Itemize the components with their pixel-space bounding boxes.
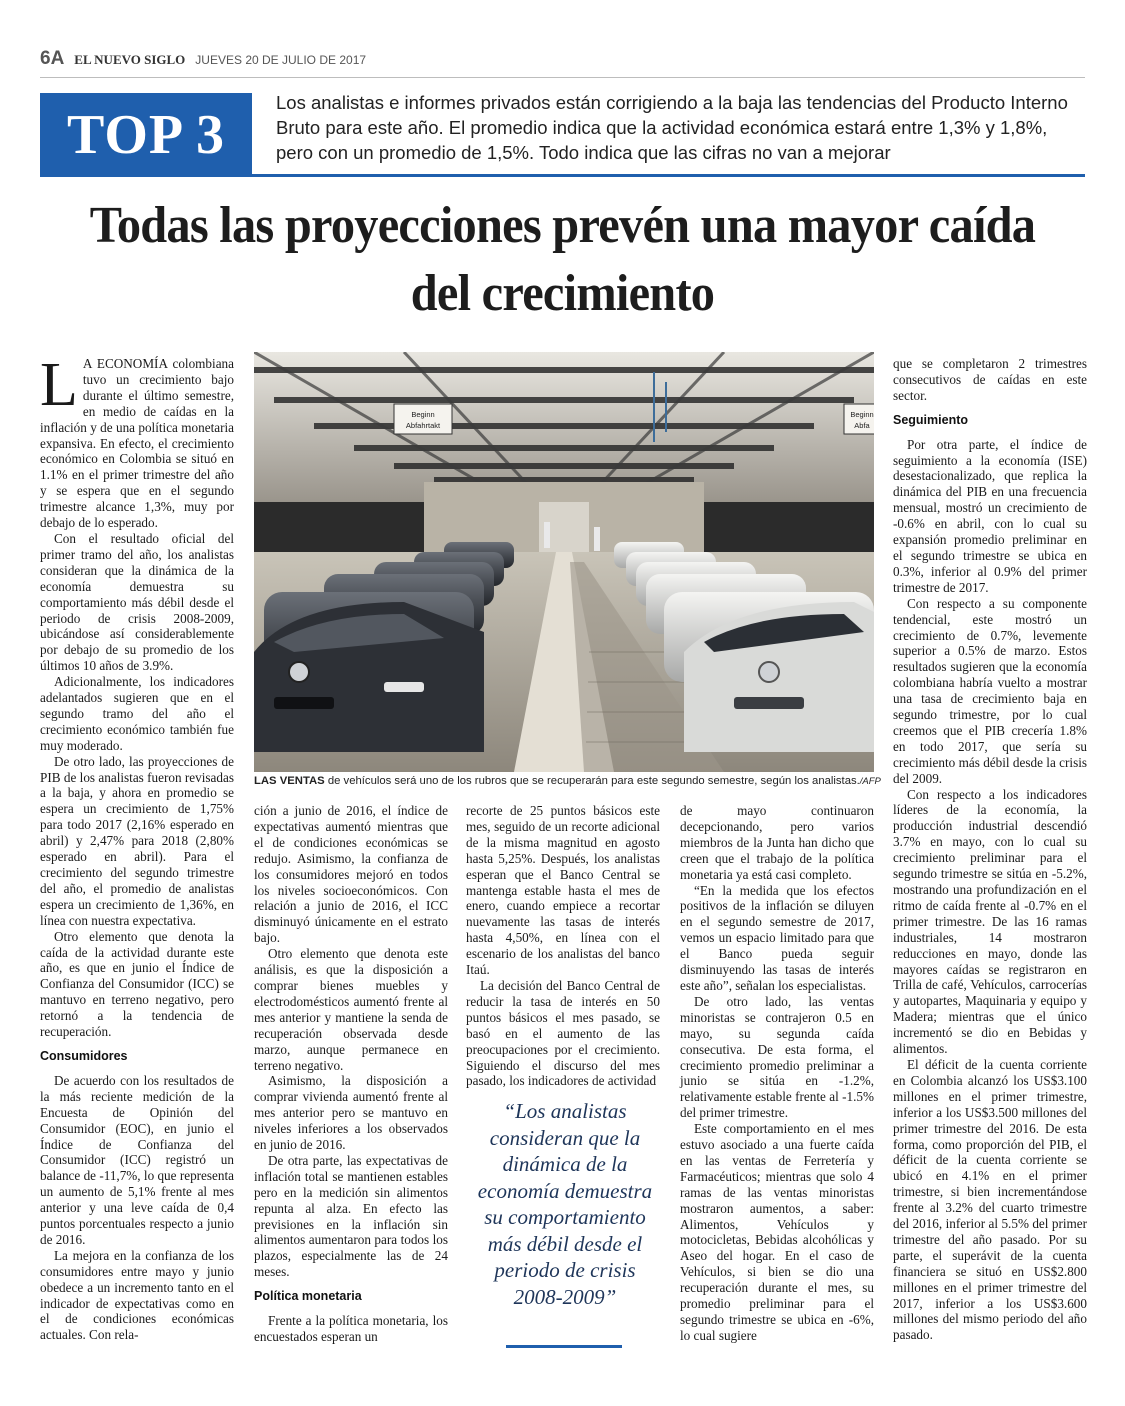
- paragraph: De otro lado, las ventas minoristas se contrajeron 0.5 en mayo, su segunda caída consecutiva. De esta forma, el crecimiento promedio preliminar a junio se sitúa en -1.2%, relativamente estable frente al -1.5% del primer trimestre.: [680, 993, 874, 1121]
- paragraph: De otra parte, las expectativas de inflación total se mantienen estables pero en la medición sin alimentos repunta al alza. En efecto las previsiones en la inflación sin alimentos aumentaron para todos los plazos, especialmente las de 24 meses.: [254, 1152, 448, 1280]
- section-rule: [250, 174, 1085, 177]
- subheading-consumidores: Consumidores: [40, 1048, 128, 1063]
- page-number: 6A: [40, 48, 65, 69]
- paragraph: que se completaron 2 trimestres consecutivos de caídas en este sector.: [893, 356, 1087, 403]
- paragraph: Por otra parte, el índice de seguimiento a la economía (ISE) desestacionalizado, que replica la dinámica del PIB en una frecuencia mensual, mostró un crecimiento de -0.6% en abril, con lo cual su expansión promedio preliminar en el segundo trimestre se ubica en 0.3%, inferior al 0.9% del primer trimestre de 2017.: [893, 436, 1087, 595]
- article-column-2: [254, 803, 448, 1345]
- paragraph: La decisión del Banco Central de reducir la tasa de interés en 50 puntos básicos el mes pasado, se basó en el aumento de las preocupaciones por el crecimiento. Siguiendo el discurso del mes pasado, los indicadores de actividad: [466, 977, 660, 1089]
- paragraph: De acuerdo con los resultados de la más reciente medición de la Encuesta de Opinión del Consumidor (EOC), en junio el Índice de Confianza del Consumidor (ICC) registró un balance de -11,7%, lo que representa un aumento de 5,1% frente al mes anterior y una leve caída de 0,4 puntos porcentuales respecto a junio de 2016.: [40, 1072, 234, 1247]
- drop-cap: L: [40, 351, 78, 419]
- pull-quote-rule: [506, 1345, 622, 1348]
- paragraph: Otro elemento que denota la caída de la actividad durante este año, es que en junio el Índice de Confianza del Consumidor (ICC) se mantuvo en terreno negativo, pero retornó a la tendencia de recuperación.: [40, 928, 234, 1040]
- paragraph: Este comportamiento en el mes estuvo asociado a una fuerte caída en las ventas de Ferretería y Farmacéuticos; mientras que solo 4 ramas de las ventas minoristas mostraron aumentos, a saber: Alimentos, Vehículos y motocicletas, Bebidas alcohólicas y Aseo del hogar. En el caso de Vehículos, si bien se dio una recuperación durante el mes, su promedio preliminar para el segundo trimestre se ubica en -6%, lo cual sugiere: [680, 1121, 874, 1343]
- caption-lead: LAS VENTAS: [254, 775, 325, 787]
- paragraph: De otro lado, las proyecciones de PIB de los analistas fueron revisadas a la baja, y ahora en promedio se espera un crecimiento de 1,75% para todo 2017 (2,16% esperado en abril) y 2,47% para 2018 (2,80% esperado en abril). Para el crecimiento del segundo trimestre del año, el promedio de analistas espera un crecimiento de 1,36%, en línea con nuestra expectativa.: [40, 753, 234, 928]
- pull-quote: “Los analistas consideran que la dinámica de la economía demuestra su comportamiento más débil desde el periodo de crisis 2008-2009”: [477, 1099, 653, 1309]
- paragraph: El déficit de la cuenta corriente en Colombia alcanzó los US$3.100 millones en el primer trimestre, inferior a los US$3.500 millones del primer trimestre del 2016. De esta forma, como proporción del PIB, el déficit de la cuenta corriente se ubicó en 4.1% en el primer trimestre, si bien incrementándose frente al 3.2% del cuarto trimestre del 2016, inferior al 5.5% del primer trimestre del año pasado. Por su parte, el superávit de la cuenta financiera se situó en US$2.800 millones en el primer trimestre del 2017, inferior a los US$3.600 millones del mismo periodo del año pasado.: [893, 1056, 1087, 1343]
- headline: Todas las proyecciones prevén una mayor caída del crecimiento: [89, 197, 1036, 322]
- section-badge: [40, 93, 252, 177]
- paragraph: “En la medida que los efectos positivos de la inflación se diluyen en el segundo semestre de 2017, vemos un espacio limitado para que el Banco pueda seguir disminuyendo las tasas de interés este año”, señalan los especialistas.: [680, 882, 874, 993]
- paragraph: Con respecto a su componente tendencial, este mostró un crecimiento de 0.7%, levemente superior a 0.5% de marzo. Estos resultados sugieren que la economía colombiana habría vuelto a mostrar una tasa de crecimiento baja en segundo trimestre, por lo cual creemos que el PIB crecería 1.8% en todo 2017, que sería su crecimiento más débil desde la crisis del 2009.: [893, 595, 1087, 786]
- section-summary: Los analistas e informes privados están corrigiendo a la baja las tendencias del Producto Interno Bruto para este año. El promedio indica que la actividad económica estará entre 1,3% y 1,8%, pero con un promedio de 1,5%. Todo indica que las cifras no van a mejorar: [276, 92, 1068, 163]
- svg-text:Abfahrtakt: Abfahrtakt: [405, 421, 441, 430]
- article-column-1: [40, 351, 234, 1343]
- paragraph: recorte de 25 puntos básicos este mes, seguido de un recorte adicional de la misma magnitud en agosto hasta 5,25%. Después, los analistas esperan que el Banco Central se mantenga estable hasta el mes de enero, cuando empiece a recortar nuevamente las tasas de interés hasta 4,50%, en línea con el escenario de los analistas del banco Itaú.: [466, 803, 660, 978]
- paragraph: La mejora en la confianza de los consumidores entre mayo y junio obedece a un incremento tanto en el indicador de expectativas como en el de condiciones económicas actuales. Con rela-: [40, 1247, 234, 1343]
- paragraph: de mayo continuaron decepcionando, pero varios miembros de la Junta han dicho que creen que el trabajo de la política monetaria ya está casi completo.: [680, 803, 874, 882]
- subheading-seguimiento: Seguimiento: [893, 412, 969, 427]
- article-column-5: [893, 356, 1087, 1343]
- paragraph: Adicionalmente, los indicadores adelantados sugieren que en el segundo tramo del año el crecimiento económico también fue muy moderado.: [40, 674, 234, 753]
- photo-credit: /AFP: [859, 776, 881, 787]
- subheading-politica-monetaria: Política monetaria: [254, 1289, 362, 1304]
- paragraph: ción a junio de 2016, el índice de expectativas aumentó mientras que el de condiciones económicas se redujo. Asimismo, la confianza de los consumidores mejoró en todos los niveles socioeconómicos. Con relación a junio de 2016, el ICC disminuyó únicamente en el estrato bajo.: [254, 803, 448, 946]
- caption-text: de vehículos será uno de los rubros que se recuperarán para este segundo semestre, según los analistas.: [324, 775, 860, 787]
- issue-date: JUEVES 20 DE JULIO DE 2017: [195, 53, 367, 67]
- car-factory-illustration: [254, 352, 874, 772]
- paragraph: Con respecto a los indicadores líderes de la economía, la producción industrial descendió 3.7% en mayo, con lo cual su crecimiento preliminar para el segundo trimestre se sitúa en -5.2%, mostrando una profundización en el ritmo de caída frente al -0.7% en el primer trimestre. De las 16 ramas industriales, 14 mostraron reducciones en mayo, donde las mayores caídas se registraron en Trilla de café, Vehículos, carrocerías y autopartes, Maquinaria y equipo y Madera; mientras que el único incrementó se dio en Bebidas y alimentos.: [893, 786, 1087, 1057]
- factory-photo: [254, 352, 874, 772]
- svg-text:Abfa: Abfa: [854, 421, 870, 430]
- photo-caption: [254, 775, 884, 787]
- paragraph: Con el resultado oficial del primer tramo del año, los analistas consideran que la dinámica de la economía demuestra su comportamiento más débil desde el periodo de crisis 2008-2009, ubicándose así considerablemente por debajo de su promedio de los últimos 10 años de 3.9%.: [40, 530, 234, 674]
- newspaper-name: EL NUEVO SIGLO: [74, 52, 186, 67]
- sign-left-text: Beginn: [411, 410, 435, 419]
- article-column-3: [466, 803, 660, 1089]
- paragraph: Asimismo, la disposición a comprar vivienda aumentó frente al mes anterior pero se mantuvo en niveles inferiores a los observados en junio de 2016.: [254, 1073, 448, 1153]
- page-folio: [40, 48, 1085, 78]
- sign-right-text: Beginn: [850, 410, 874, 419]
- paragraph: Frente a la política monetaria, los encuestados esperan un: [254, 1313, 448, 1344]
- section-label: TOP 3: [66, 104, 225, 166]
- article-column-4: [680, 803, 874, 1344]
- paragraph: Otro elemento que denota este análisis, es que la disposición a comprar bienes muebles y electrodomésticos aumentó frente al mes anterior y mantiene la senda de recuperación observada desde marzo, aunque permanece en terreno negativo.: [254, 946, 448, 1073]
- lead-paragraph: L A ECONOMÍA colombiana tuvo un crecimiento bajo durante el último semestre, en medio de caídas en la inflación y de una política monetaria expansiva. En efecto, el crecimiento económico en Colombia se situó en 1.1% en el primer trimestre del año y se espera que en el segundo trimestre alcance 1,3%, muy por debajo de lo esperado.: [40, 351, 234, 531]
